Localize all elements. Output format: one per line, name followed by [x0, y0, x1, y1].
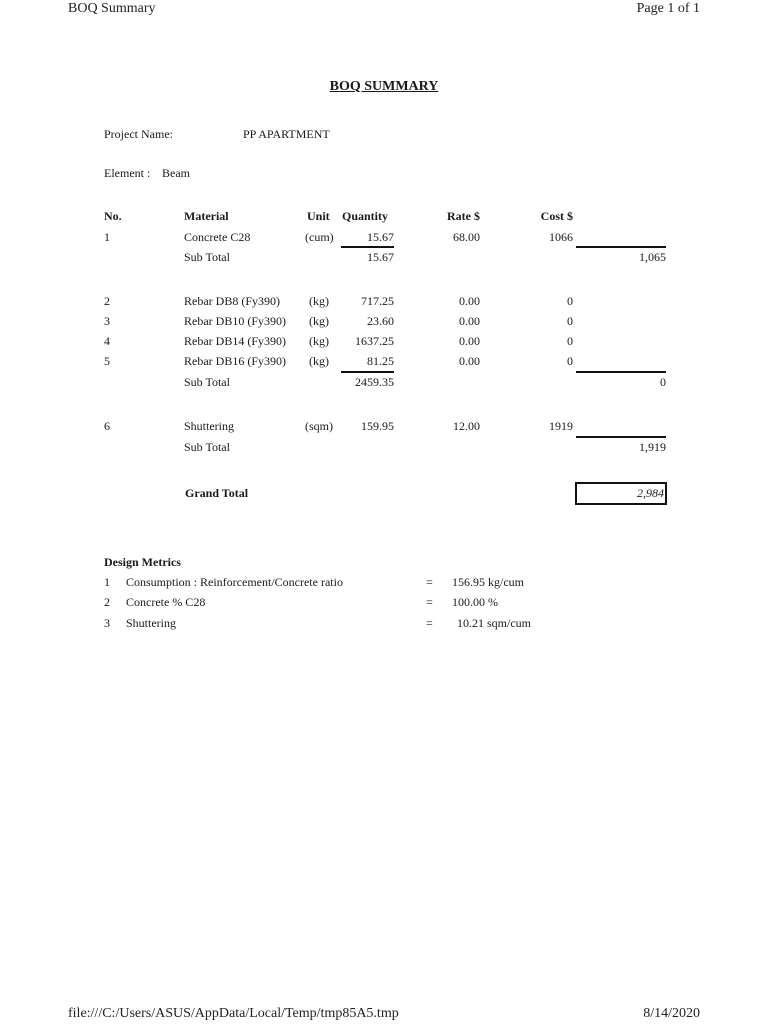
- row-quantity: 23.60: [367, 314, 394, 328]
- metric-no: 2: [104, 595, 110, 609]
- metric-value: 156.95 kg/cum: [452, 575, 524, 589]
- row-no: 3: [104, 314, 110, 328]
- metric-equals: =: [426, 575, 433, 589]
- row-unit: (cum): [305, 230, 334, 244]
- page-number: Page 1 of 1: [636, 1, 700, 16]
- subtotal-label: Sub Total: [184, 375, 230, 389]
- row-quantity: 1637.25: [355, 334, 394, 348]
- grand-total-value: 2,984: [637, 486, 664, 500]
- row-material: Rebar DB14 (Fy390): [184, 334, 286, 348]
- row-no: 1: [104, 230, 110, 244]
- column-header-material: Material: [184, 209, 229, 223]
- grand-total-label: Grand Total: [185, 486, 249, 500]
- metric-equals: =: [426, 595, 433, 609]
- subtotal-label: Sub Total: [184, 440, 230, 454]
- metric-label: Shuttering: [126, 616, 176, 630]
- element-value: Beam: [162, 166, 190, 180]
- row-unit: (kg): [309, 314, 329, 328]
- subtotal-cost: 1,065: [639, 250, 666, 264]
- row-unit: (kg): [309, 294, 329, 308]
- row-cost: 0: [567, 294, 573, 308]
- element-label: Element :: [104, 166, 151, 180]
- quantity-subtotal-rule: [341, 246, 394, 248]
- metric-label: Consumption : Reinforcement/Concrete ratio: [126, 575, 343, 589]
- row-cost: 1066: [549, 230, 573, 244]
- row-unit: (kg): [309, 354, 329, 368]
- row-material: Concrete C28: [184, 230, 251, 244]
- column-header-rate: Rate $: [447, 209, 480, 223]
- row-cost: 1919: [549, 419, 573, 433]
- row-quantity: 717.25: [361, 294, 394, 308]
- row-rate: 0.00: [459, 354, 480, 368]
- metric-label: Concrete % C28: [126, 595, 206, 609]
- column-header-no: No.: [104, 209, 122, 223]
- row-no: 2: [104, 294, 110, 308]
- row-unit: (sqm): [305, 419, 333, 433]
- column-header-cost: Cost $: [540, 209, 573, 223]
- project-name-label: Project Name:: [104, 127, 173, 141]
- row-material: Rebar DB16 (Fy390): [184, 354, 286, 368]
- project-name-value: PP APARTMENT: [243, 127, 330, 141]
- metric-no: 3: [104, 616, 110, 630]
- row-cost: 0: [567, 354, 573, 368]
- row-rate: 0.00: [459, 314, 480, 328]
- row-rate: 0.00: [459, 294, 480, 308]
- row-rate: 0.00: [459, 334, 480, 348]
- row-rate: 68.00: [453, 230, 480, 244]
- row-quantity: 15.67: [367, 230, 394, 244]
- column-header-quantity: Quantity: [342, 209, 389, 223]
- row-material: Rebar DB10 (Fy390): [184, 314, 286, 328]
- metric-value: 10.21 sqm/cum: [457, 616, 531, 630]
- design-metrics-title: Design Metrics: [104, 555, 181, 569]
- row-no: 5: [104, 354, 110, 368]
- row-unit: (kg): [309, 334, 329, 348]
- page-title: BOQ SUMMARY: [329, 79, 439, 94]
- subtotal-quantity: 2459.35: [355, 375, 394, 389]
- row-cost: 0: [567, 314, 573, 328]
- row-no: 6: [104, 419, 110, 433]
- row-no: 4: [104, 334, 110, 348]
- cost-subtotal-rule: [576, 436, 666, 438]
- row-rate: 12.00: [453, 419, 480, 433]
- metric-value: 100.00 %: [452, 595, 498, 609]
- row-material: Shuttering: [184, 419, 234, 433]
- subtotal-cost: 1,919: [639, 440, 666, 454]
- metric-equals: =: [426, 616, 433, 630]
- row-material: Rebar DB8 (Fy390): [184, 294, 280, 308]
- cost-subtotal-rule: [576, 371, 666, 373]
- row-quantity: 81.25: [367, 354, 394, 368]
- metric-no: 1: [104, 575, 110, 589]
- subtotal-label: Sub Total: [184, 250, 230, 264]
- file-path: file:///C:/Users/ASUS/AppData/Local/Temp/tmp85A5.tmp: [68, 1006, 399, 1021]
- subtotal-quantity: 15.67: [367, 250, 394, 264]
- print-date: 8/14/2020: [643, 1006, 700, 1021]
- row-cost: 0: [567, 334, 573, 348]
- page-header-title: BOQ Summary: [68, 1, 156, 16]
- cost-subtotal-rule: [576, 246, 666, 248]
- row-quantity: 159.95: [361, 419, 394, 433]
- column-header-unit: Unit: [307, 209, 330, 223]
- subtotal-cost: 0: [660, 375, 666, 389]
- quantity-subtotal-rule: [341, 371, 394, 373]
